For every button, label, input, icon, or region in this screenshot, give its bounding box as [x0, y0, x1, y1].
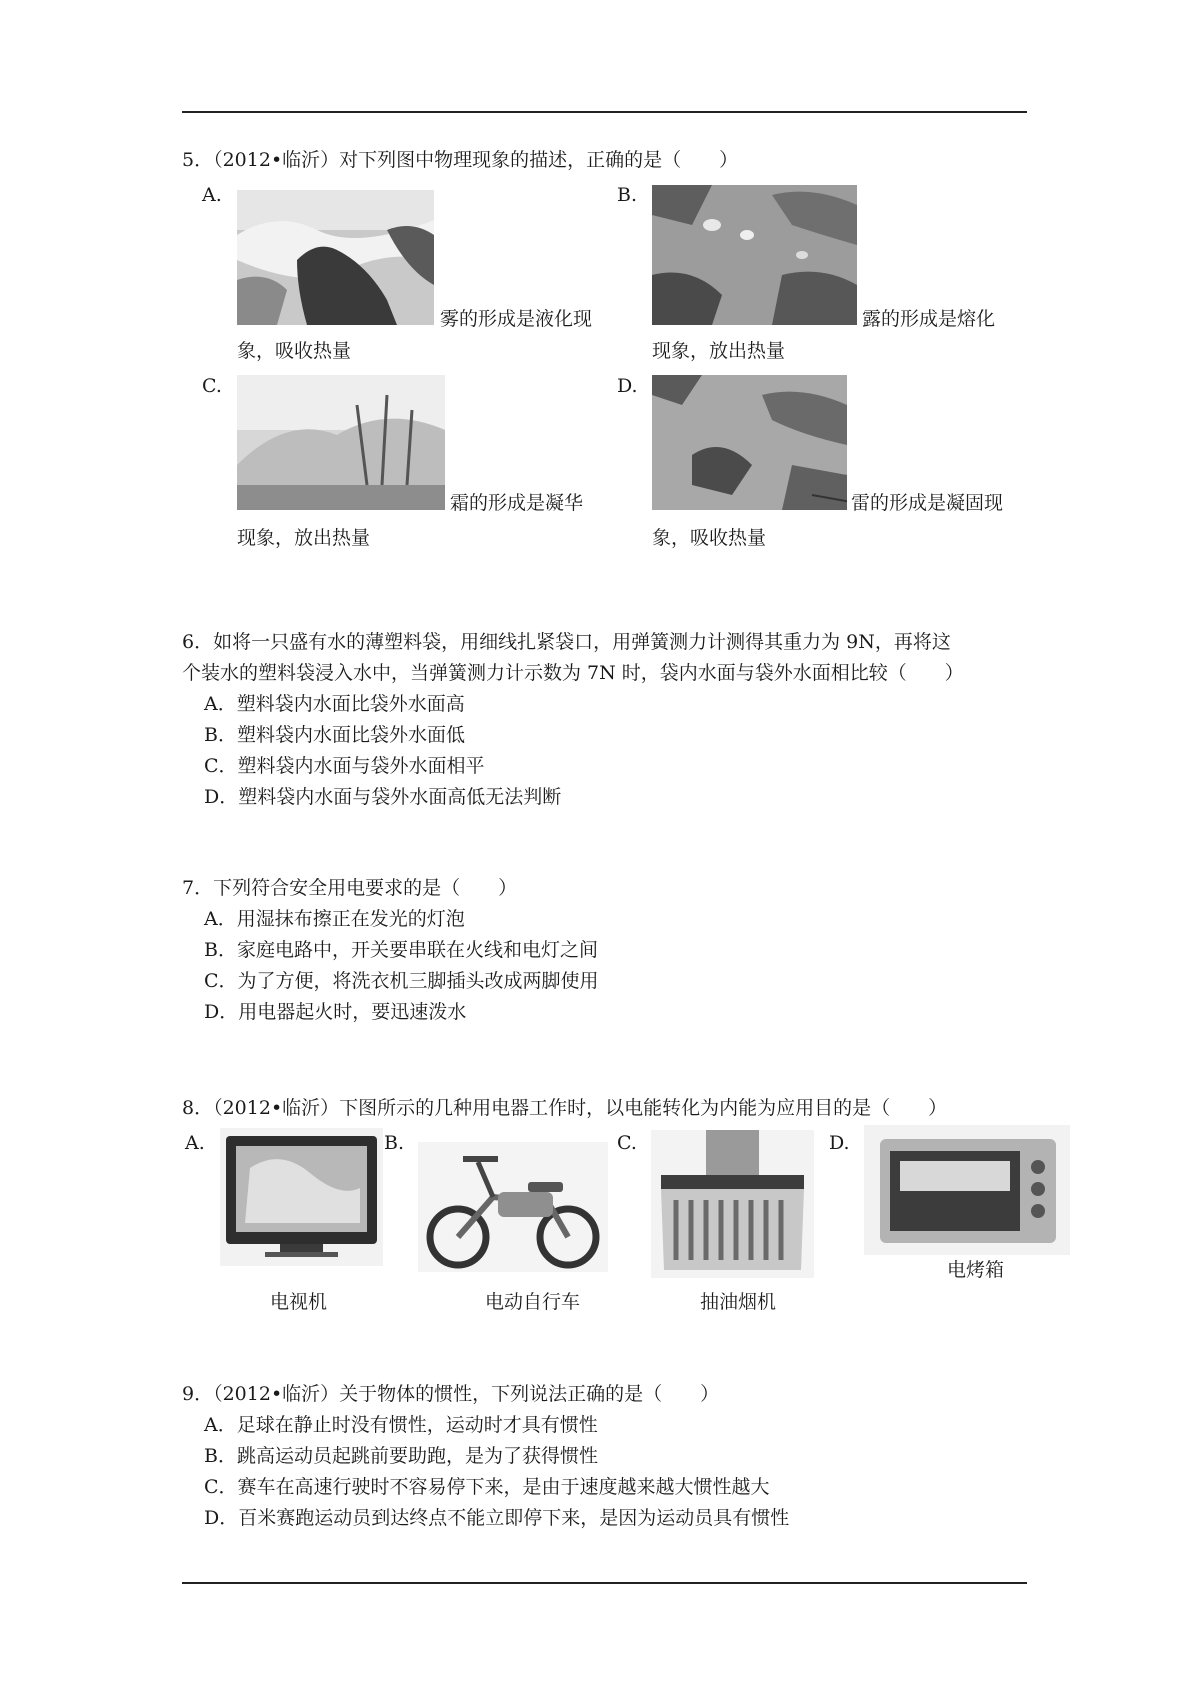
q5-option-c-label: C. — [202, 375, 222, 397]
q9-option-a: A．足球在静止时没有惯性，运动时才具有惯性 — [204, 1414, 598, 1436]
q5-option-c-text-line1: 霜的形成是凝华 — [450, 492, 584, 514]
q6-option-a: A．塑料袋内水面比袋外水面高 — [204, 693, 465, 715]
q6-option-d: D．塑料袋内水面与袋外水面高低无法判断 — [204, 786, 562, 808]
q8-option-d-label: D. — [829, 1132, 850, 1154]
q7-option-b: B．家庭电路中，开关要串联在火线和电灯之间 — [204, 939, 598, 961]
q5-option-a-text-line2: 象，吸收热量 — [237, 340, 352, 362]
q9-option-d: D．百米赛跑运动员到达终点不能立即停下来，是因为运动员具有惯性 — [204, 1507, 790, 1529]
q8-option-a-caption: 电视机 — [270, 1291, 328, 1313]
q8-option-c-label: C. — [617, 1132, 637, 1154]
top-rule — [182, 111, 1027, 113]
q8-ebike-photo — [418, 1142, 608, 1272]
q5-option-b-label: B. — [617, 184, 638, 206]
q7-option-c: C．为了方便，将洗衣机三脚插头改成两脚使用 — [204, 970, 599, 992]
q9-option-c: C．赛车在高速行驶时不容易停下来，是由于速度越来越大惯性越大 — [204, 1476, 770, 1498]
q5-option-b-text-line2: 现象，放出热量 — [652, 340, 786, 362]
q7-option-d: D．用电器起火时，要迅速泼水 — [204, 1001, 467, 1023]
bottom-rule — [182, 1582, 1027, 1584]
q5-fog-photo — [237, 190, 434, 325]
q5-stem: 5．（2012•临沂）对下列图中物理现象的描述，正确的是（ ） — [182, 149, 739, 171]
q7-option-a: A．用湿抹布擦正在发光的灯泡 — [204, 908, 465, 930]
q6-stem-line2: 个装水的塑料袋浸入水中，当弹簧测力计示数为 7N 时，袋内水面与袋外水面相比较（ ） — [182, 662, 964, 684]
q5-option-c-text-line2: 现象，放出热量 — [237, 527, 371, 549]
q5-option-d-label: D. — [617, 375, 638, 397]
q5-option-d-text-line1: 雷的形成是凝固现 — [851, 492, 1004, 514]
q9-stem: 9．（2012•临沂）关于物体的惯性，下列说法正确的是（ ） — [182, 1383, 720, 1405]
q8-tv-photo — [220, 1128, 383, 1266]
q5-option-d-text-line2: 象，吸收热量 — [652, 527, 767, 549]
q8-option-c-caption: 抽油烟机 — [700, 1291, 777, 1313]
q8-range-hood-photo — [651, 1130, 814, 1278]
q5-thunder-photo — [652, 375, 847, 510]
q5-frost-photo — [237, 375, 445, 510]
q5-option-a-label: A. — [202, 184, 222, 206]
q5-option-b-text-line1: 露的形成是熔化 — [862, 308, 996, 330]
q6-stem-line1: 6．如将一只盛有水的薄塑料袋，用细线扎紧袋口，用弹簧测力计测得其重力为 9N，再将这 — [182, 631, 951, 653]
q8-oven-photo — [864, 1125, 1070, 1255]
q5-option-a-text-line1: 雾的形成是液化现 — [440, 308, 593, 330]
q6-option-c: C．塑料袋内水面与袋外水面相平 — [204, 755, 485, 777]
q5-dew-photo — [652, 185, 857, 325]
q6-option-b: B．塑料袋内水面比袋外水面低 — [204, 724, 465, 746]
q7-stem: 7．下列符合安全用电要求的是（ ） — [182, 877, 518, 899]
q8-stem: 8．（2012•临沂）下图所示的几种用电器工作时，以电能转化为内能为应用目的是（ ） — [182, 1097, 948, 1119]
q8-option-d-caption: 电烤箱 — [947, 1259, 1005, 1281]
q8-option-a-label: A. — [185, 1132, 205, 1154]
q8-option-b-caption: 电动自行车 — [485, 1291, 581, 1313]
q9-option-b: B．跳高运动员起跳前要助跑，是为了获得惯性 — [204, 1445, 598, 1467]
q8-option-b-label: B. — [384, 1132, 405, 1154]
